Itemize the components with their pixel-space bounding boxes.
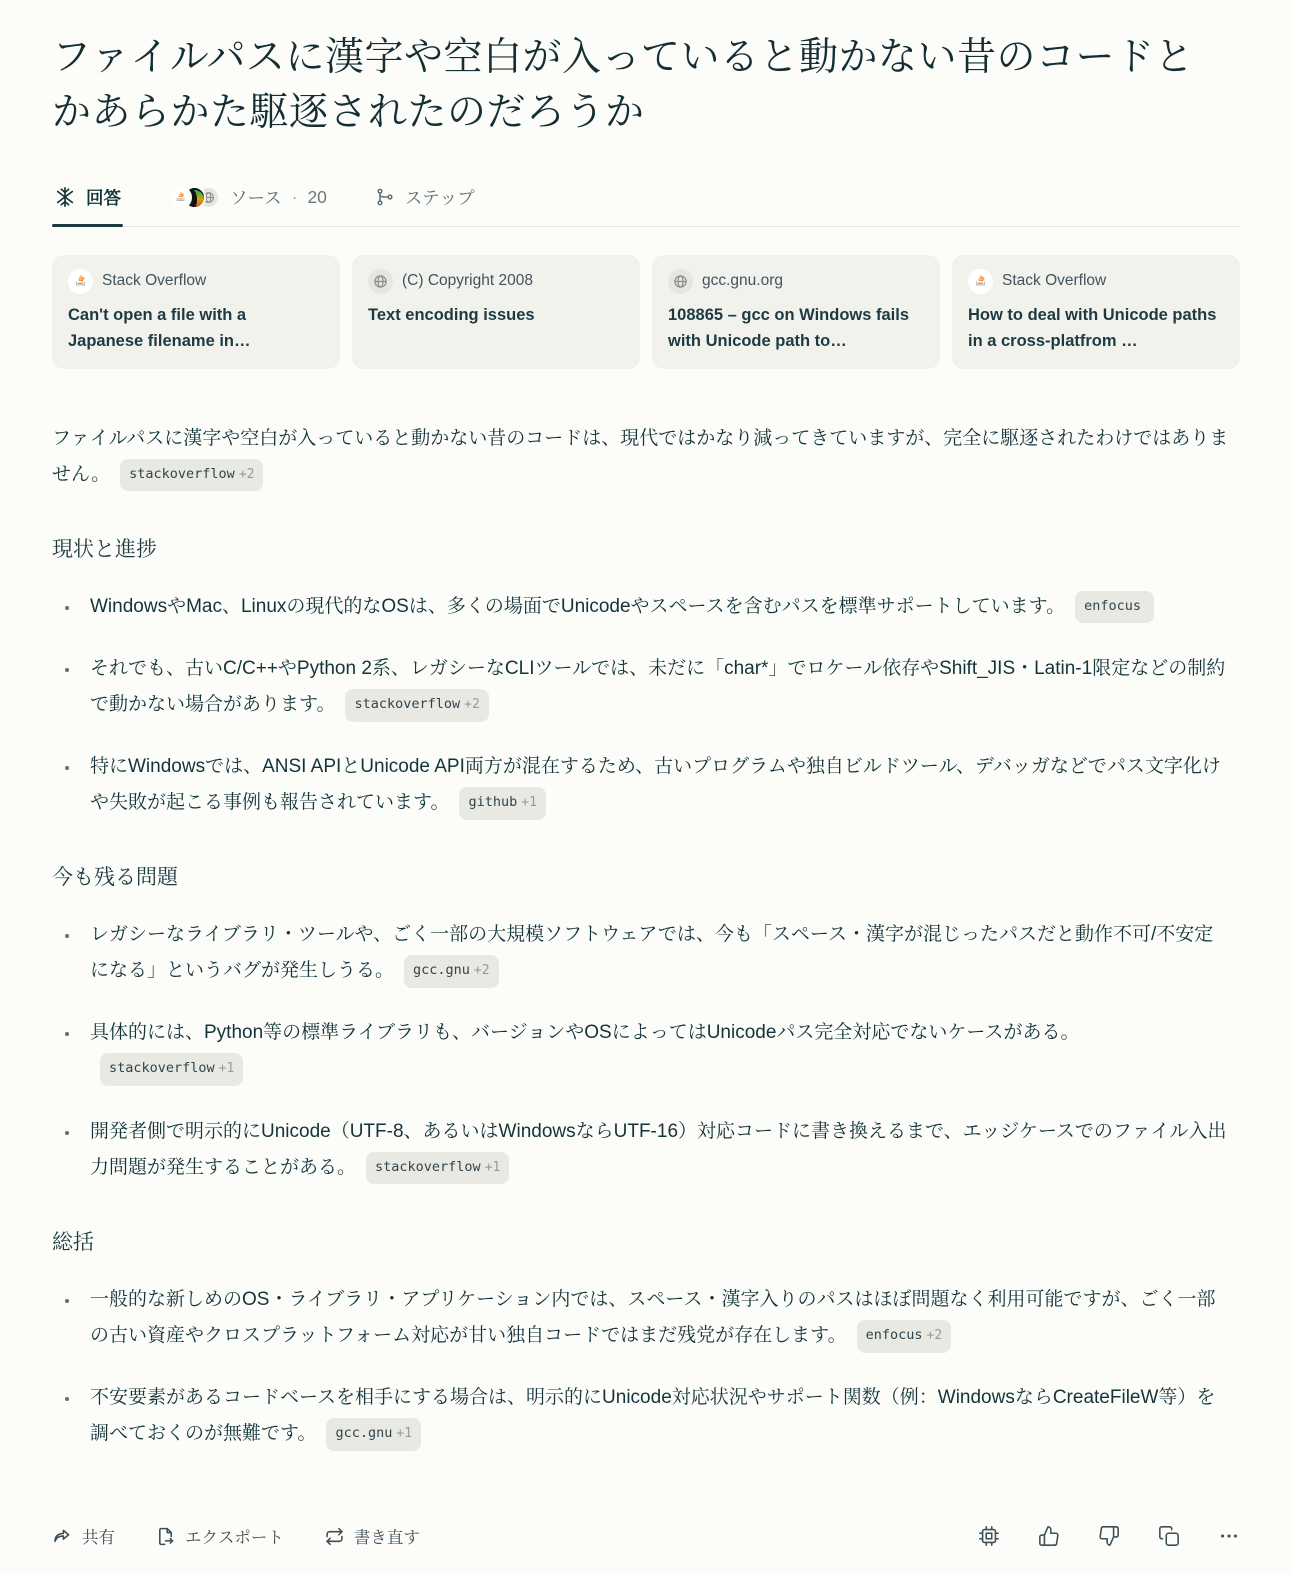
bullet-item: • 開発者側で明示的にUnicode（UTF-8、あるいはWindowsならUTF-16）対応コードに書き換えるまで、エッジケースでのファイル入出力問題が発生することがある。 stackoverflow +1	[80, 1114, 1232, 1186]
intro-paragraph	[52, 421, 1232, 493]
globe-favicon	[368, 269, 393, 294]
citation-chip[interactable]: stackoverflow +2	[345, 689, 488, 722]
share-button[interactable]	[52, 1524, 115, 1548]
tab-steps[interactable]	[373, 175, 477, 226]
bullet-list	[52, 917, 1232, 1186]
tab-sources-label: ソース	[230, 187, 282, 208]
globe-favicon	[668, 269, 693, 294]
citation-chip[interactable]: github +1	[459, 787, 545, 820]
steps-branch-icon	[375, 187, 395, 207]
more-options-icon[interactable]	[1218, 1525, 1240, 1547]
rewrite-button[interactable]	[324, 1524, 420, 1548]
source-card[interactable]	[952, 255, 1240, 369]
bullet-item: • 具体的には、Python等の標準ライブラリも、バージョンやOSによってはUnicodeパス完全対応でないケースがある。 stackoverflow +1	[80, 1015, 1232, 1087]
stackoverflow-favicon	[968, 269, 993, 294]
source-site-name: Stack Overflow	[1002, 272, 1107, 290]
citation-chip[interactable]: gcc.gnu +2	[404, 955, 499, 988]
bullet-item: • レガシーなライブラリ・ツールや、ごく一部の大規模ソフトウェアでは、今も「スペース・漢字が混じったパスだと動作不可/不安定になる」というバグが発生しうる。 gcc.gnu +2	[80, 917, 1232, 989]
section-heading: 総括	[52, 1230, 94, 1254]
action-bar	[52, 1506, 1240, 1574]
tab-sources[interactable]	[167, 175, 329, 226]
source-title: Can't open a file with a Japanese filename in…	[68, 305, 251, 351]
model-chip-icon[interactable]	[978, 1525, 1000, 1547]
share-label: 共有	[82, 1529, 115, 1547]
source-site-name: (C) Copyright 2008	[402, 272, 533, 290]
tab-steps-label: ステップ	[404, 187, 475, 208]
rewrite-icon	[324, 1526, 345, 1547]
page-title: ファイルパスに漢字や空白が入っていると動かない昔のコードとかあらかた駆逐されたのだろうか	[52, 36, 1194, 135]
bullet-list	[52, 589, 1232, 821]
thumbs-down-icon[interactable]	[1098, 1525, 1120, 1547]
tab-sources-separator: ·	[291, 186, 298, 207]
intro-text: ファイルパスに漢字や空白が入っていると動かない昔のコードは、現代ではかなり減ってきていますが、完全に駆逐されたわけではありません。	[52, 427, 1229, 485]
bullet-item: • それでも、古いC/C++やPython 2系、レガシーなCLIツールでは、未だに「char*」でロケール依存やShift_JIS・Latin-1限定などの制約で動かない場合があります。 stackoverflow +2	[80, 651, 1232, 723]
export-button[interactable]	[155, 1524, 284, 1548]
citation-chip[interactable]: gcc.gnu +1	[326, 1418, 421, 1451]
bullet-item: • 一般的な新しめのOS・ライブラリ・アプリケーション内では、スペース・漢字入りのパスはほぼ問題なく利用可能ですが、ごく一部の古い資産やクロスプラットフォーム対応が甘い独自コードではまだ残党が存在します。 enfocus +2	[80, 1282, 1232, 1354]
source-card[interactable]	[352, 255, 640, 369]
source-cards	[52, 255, 1240, 369]
export-label: エクスポート	[185, 1529, 284, 1547]
source-site-name: gcc.gnu.org	[702, 272, 783, 290]
source-site-name: Stack Overflow	[102, 272, 207, 290]
tab-answer[interactable]	[52, 175, 123, 226]
copy-icon[interactable]	[1158, 1525, 1180, 1547]
rewrite-label: 書き直す	[353, 1529, 420, 1547]
stackoverflow-favicon	[68, 269, 93, 294]
share-icon	[52, 1526, 73, 1547]
tab-sources-count: 20	[307, 186, 327, 207]
source-favicon-cluster	[169, 186, 220, 209]
perplexity-asterisk-icon	[54, 186, 76, 208]
bullet-item: • 不安要素があるコードベースを相手にする場合は、明示的にUnicode対応状況やサポート関数（例：WindowsならCreateFileW等）を調べておくのが無難です。 gcc.gnu +1	[80, 1380, 1232, 1452]
bullet-item: • WindowsやMac、Linuxの現代的なOSは、多くの場面でUnicodeやスペースを含むパスを標準サポートしています。 enfocus	[80, 589, 1232, 625]
source-card[interactable]	[652, 255, 940, 369]
citation-chip[interactable]: stackoverflow +2	[120, 459, 263, 492]
citation-chip[interactable]: enfocus	[1075, 591, 1154, 624]
tab-answer-label: 回答	[86, 187, 121, 208]
tab-bar	[52, 175, 1240, 227]
bullet-item: • 特にWindowsでは、ANSI APIとUnicode API両方が混在するため、古いプログラムや独自ビルドツール、デバッガなどでパス文字化けや失敗が起こる事例も報告されています。 github +1	[80, 749, 1232, 821]
export-icon	[155, 1526, 176, 1547]
source-title: Text encoding issues	[368, 305, 535, 324]
stackoverflow-favicon	[169, 186, 192, 209]
source-title: How to deal with Unicode paths in a cross-platfrom …	[968, 305, 1217, 351]
answer-body	[52, 421, 1232, 1479]
source-title: 108865 – gcc on Windows fails with Unicode path to…	[668, 305, 910, 351]
bullet-list	[52, 1282, 1232, 1452]
citation-chip[interactable]: enfocus +2	[857, 1320, 952, 1353]
section-heading: 現状と進捗	[52, 537, 157, 561]
citation-chip[interactable]: stackoverflow +1	[366, 1152, 509, 1185]
thumbs-up-icon[interactable]	[1038, 1525, 1060, 1547]
section-heading: 今も残る問題	[52, 866, 178, 890]
citation-chip[interactable]: stackoverflow +1	[100, 1053, 243, 1086]
source-card[interactable]	[52, 255, 340, 369]
